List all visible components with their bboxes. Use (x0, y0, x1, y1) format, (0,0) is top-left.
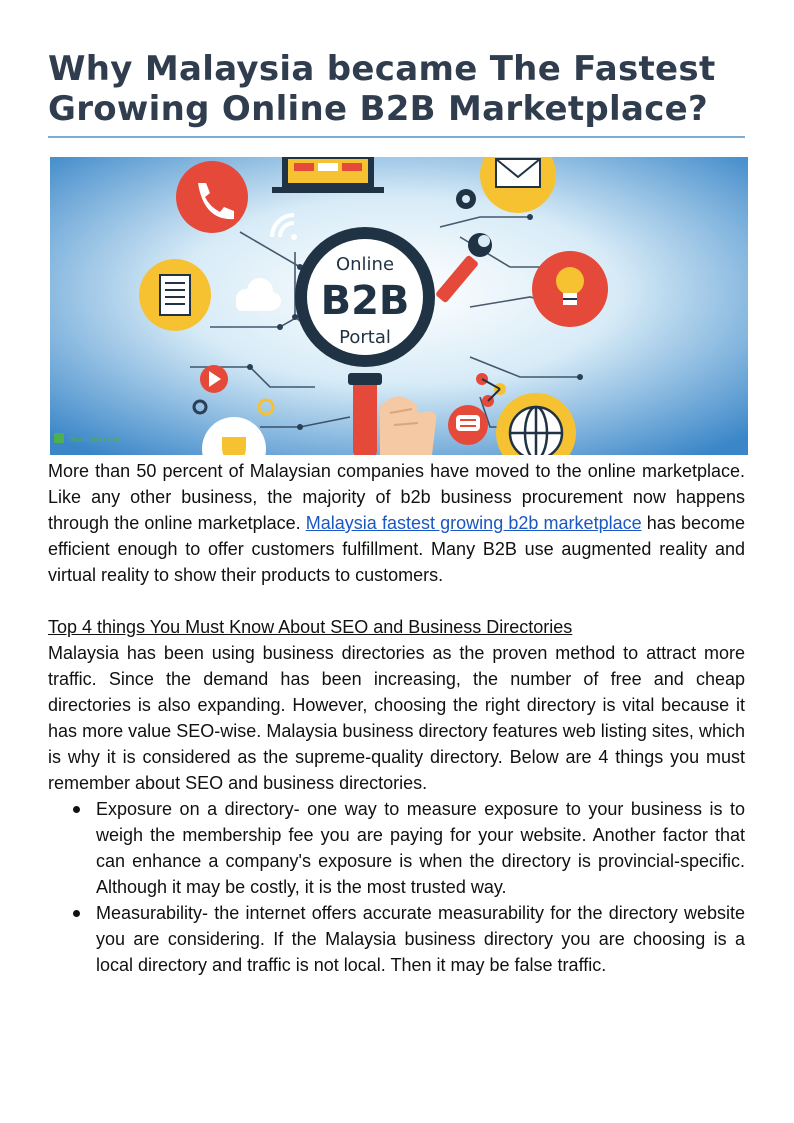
lens-line1: Online (335, 254, 395, 275)
list-item (48, 796, 745, 900)
bullet-icon (73, 806, 80, 813)
list-item-text: Exposure on a directory- one way to measure exposure to your business is to weigh the membership fee you are paying for your website. Another factor that can enhance a company's exposure is when the directory is provincial-specific. Although it may be costly, it is the most trusted way. (96, 799, 745, 897)
phone-icon (176, 161, 248, 233)
hero-image (50, 157, 748, 455)
page-title: Why Malaysia became The Fastest Growing Online B2B Marketplace? (48, 49, 716, 129)
intro-paragraph (48, 458, 745, 588)
list-item-text: Measurability- the internet offers accurate measurability for the directory website you are considering. If the Malaysia business directory you are choosing is a local directory and traffic is not local. Then it may be false traffic. (96, 903, 745, 975)
list-item (48, 900, 745, 978)
intro-text-start: More than 50 percent of Malaysian companies have moved to the online marketplace. Like any other business, the majority of b2b business procurement now happens through the online marketplace. (48, 461, 745, 533)
document-icon (139, 259, 211, 331)
b2b-marketplace-link[interactable]: Malaysia fastest growing b2b marketplace (305, 513, 642, 533)
section-heading: Top 4 things You Must Know About SEO and Business Directories (48, 617, 573, 637)
title-divider (48, 136, 745, 138)
section-paragraph: Malaysia has been using business directories as the proven method to attract more traffic. Since the demand has been increasing, the number of free and cheap directories is also expanding. However, choosing the right directory is vital because it has more value SEO-wise. Malaysia business directory features web listing sites, which is why it is considered as the supreme-quality directory. Below are 4 things you must remember about SEO and business directories. (48, 643, 745, 793)
lens-line2: B2B (320, 278, 410, 324)
lens-line3: Portal (339, 327, 391, 348)
play-icon (200, 365, 228, 393)
tips-list (48, 796, 745, 978)
bullet-icon (73, 910, 80, 917)
gear-icon (456, 189, 476, 209)
intro-text-end: has become efficient enough to offer customers fulfillment. Many B2B use augmented reality and virtual reality to show their products to customers. (48, 513, 745, 585)
chat-icon (448, 405, 488, 445)
document-page (48, 0, 745, 978)
lightbulb-icon (532, 251, 608, 327)
watermark-text: TRADE MALAYSIA (68, 437, 120, 444)
